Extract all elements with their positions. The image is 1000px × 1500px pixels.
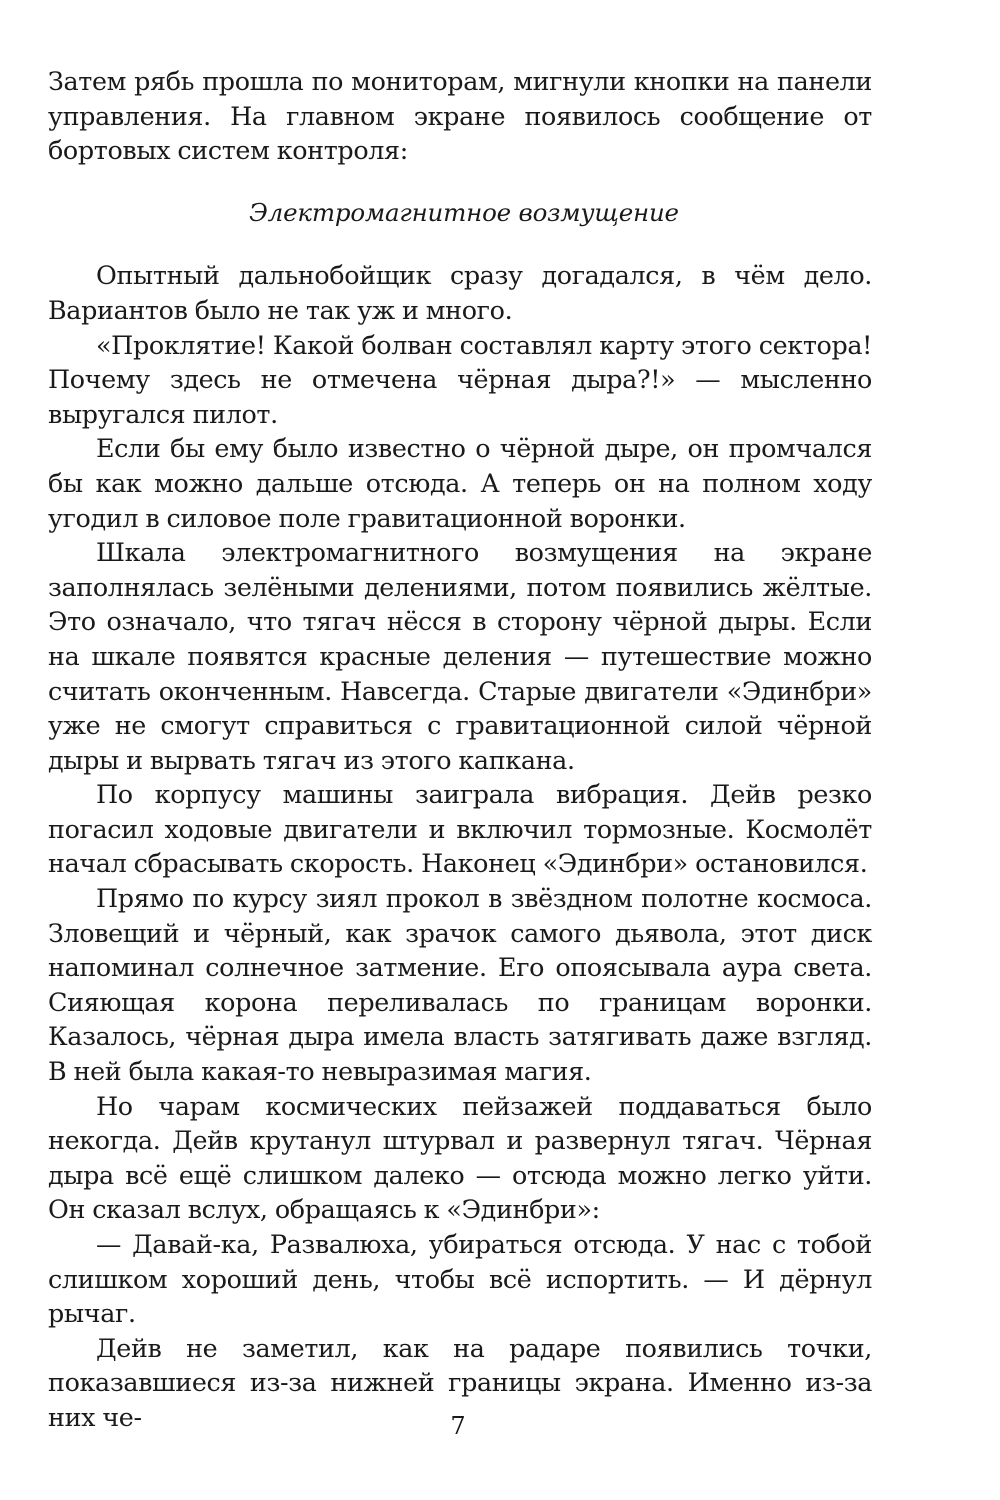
page-number: 7 [450,1412,466,1440]
paragraph: «Проклятие! Какой болван составлял карту этого сектора! Почему здесь не отмечена чёрная дыра?!» — мысленно выругался пилот. [48,329,872,429]
paragraph: Шкала электромагнитного возмущения на экране заполнялась зелёными делениями, потом появились жёлтые. Это означало, что тягач нёсся в сторону чёрной дыры. Если на шкале появятся красные деления — путешествие можно считать оконченным. Навсегда. Старые двигатели «Эдинбри» уже не смогут справиться с гравитационной силой чёрной дыры и вырвать тягач из этого капкана. [48,537,872,775]
paragraph: Но чарам космических пейзажей поддаваться было некогда. Дейв крутанул штурвал и развернул тягач. Чёрная дыра всё ещё слишком далеко — отсюда можно легко уйти. Он сказал вслух, обращаясь к «Эдинбри»: [48,1090,872,1225]
dialogue-paragraph: — Давай-ка, Развалюха, убираться отсюда. У нас с тобой слишком хороший день, чтобы всё испортить. — И дёрнул рычаг. [48,1229,872,1329]
paragraph: Если бы ему было известно о чёрной дыре, он промчался бы как можно дальше отсюда. А теперь он на полном ходу угодил в силовое поле гравитационной воронки. [48,433,872,533]
page-text [48,64,872,1435]
paragraph: Опытный дальнобойщик сразу догадался, в чём дело. Вариантов было не так уж и много. [48,260,872,325]
paragraph: Прямо по курсу зиял прокол в звёздном полотне космоса. Зловещий и чёрный, как зрачок самого дьявола, этот диск напоминал солнечное затмение. Его опоясывала аура света. Сияющая корона переливалась по границам воронки. Казалось, чёрная дыра имела власть затягивать даже взгляд. В ней была какая-то невыразимая магия. [48,883,872,1087]
section-subtitle: Электромагнитное возмущение [249,197,679,227]
intro-paragraph: Затем рябь прошла по мониторам, мигнули кнопки на панели управления. На главном экране появилось сообщение от бортовых систем контроля: [48,66,872,166]
paragraph: По корпусу машины заиграла вибрация. Дейв резко погасил ходовые двигатели и включил тормозные. Космолёт начал сбрасывать скорость. Наконец «Эдинбри» остановился. [48,779,872,879]
paragraph: Дейв не заметил, как на радаре появились точки, показавшиеся из-за нижней границы экрана. Именно из-за них че- [48,1332,872,1432]
